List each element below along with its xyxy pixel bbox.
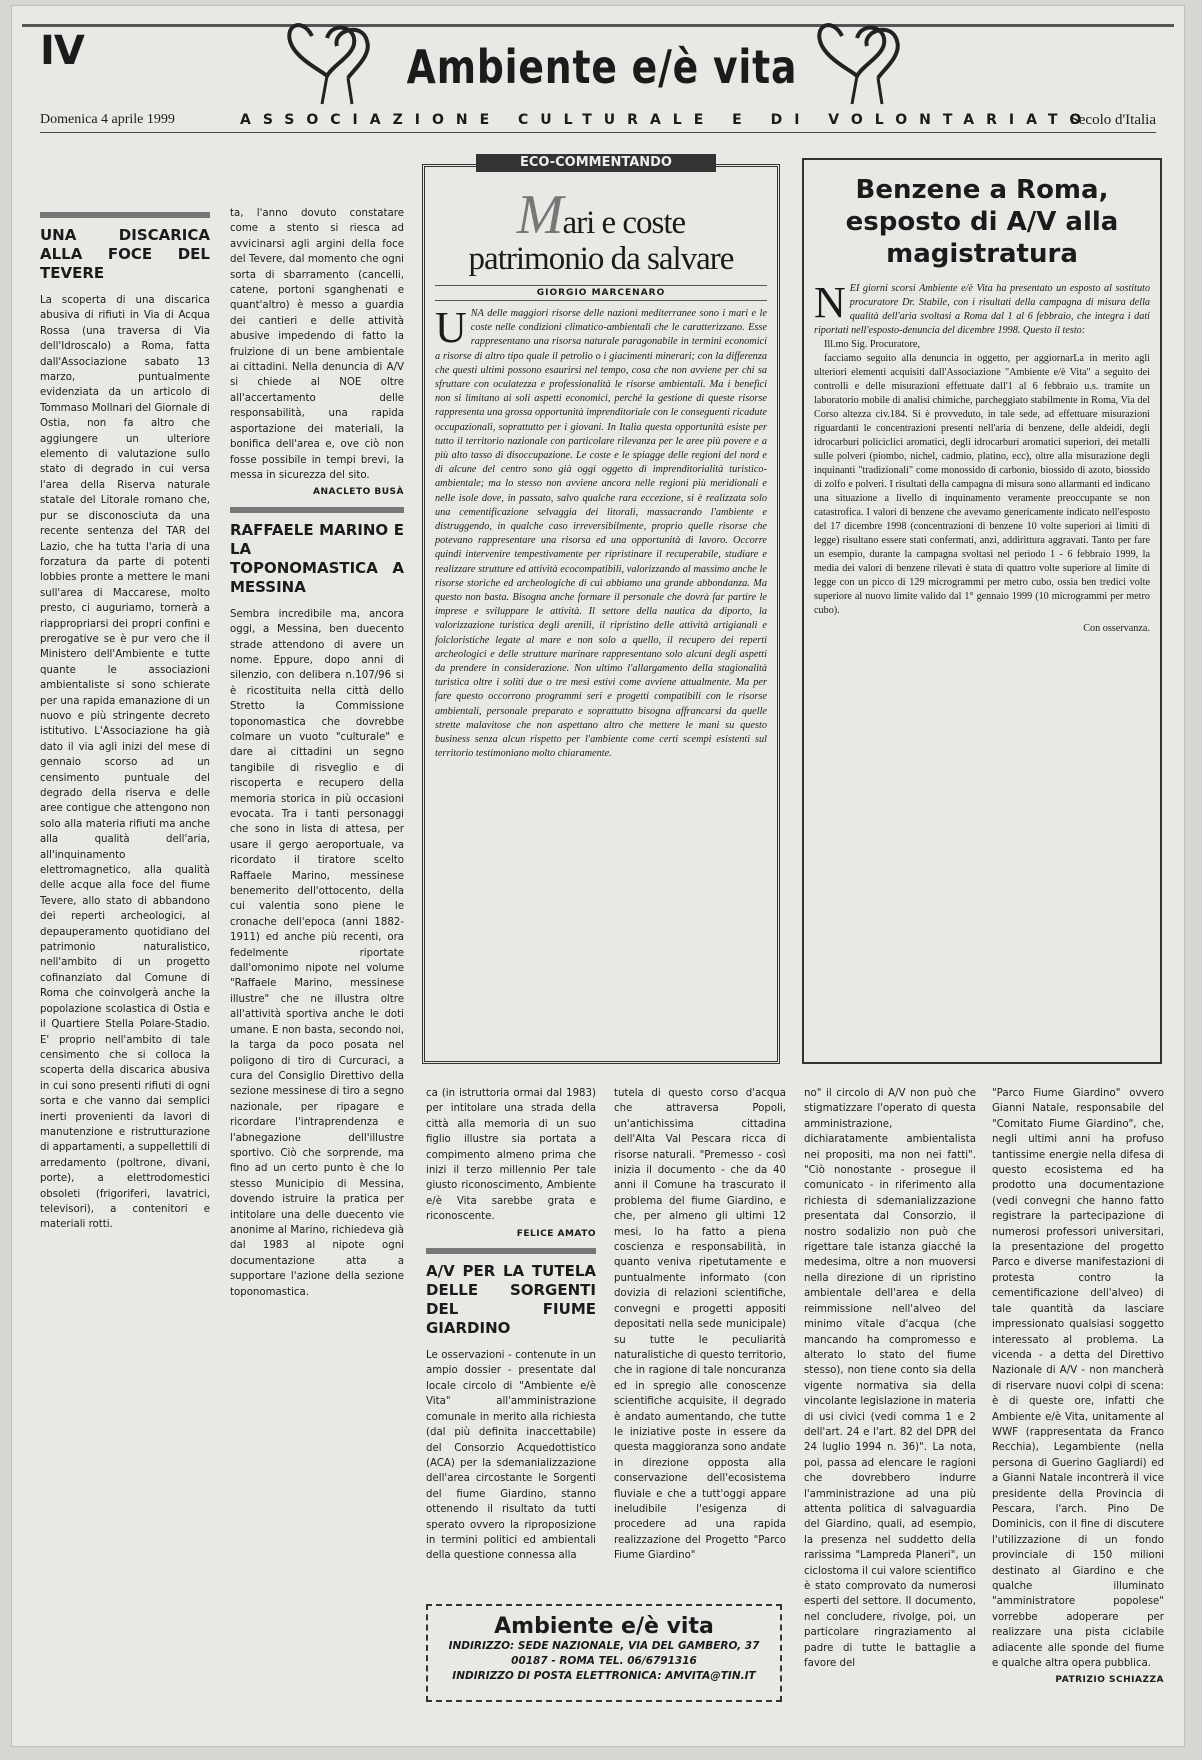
article-body-continued: ca (in istruttoria ormai dal 1983) per intitolare una strada della città alla memoria di un suo figlio illustre sia portata a compimento almeno prima che inizi il terzo millennio Per tale giusto riconoscimento, Ambiente e/è Vita sarebbe grata e riconoscente. xyxy=(426,1088,596,1223)
drop-cap: U xyxy=(435,303,467,352)
section-label: ECO-COMMENTANDO xyxy=(476,154,716,172)
section-bar xyxy=(40,212,210,218)
editorial-box xyxy=(422,164,780,1064)
ad-address: INDIRIZZO: SEDE NAZIONALE, VIA DEL GAMBERO, 37 xyxy=(448,1640,760,1652)
section-bar xyxy=(426,1248,596,1254)
title-line1: ari e coste xyxy=(562,205,686,241)
column-giardino-3 xyxy=(804,1086,976,1746)
newspaper-page xyxy=(12,6,1184,1746)
title-line2: patrimonio da salvare xyxy=(468,241,734,277)
benzene-text: facciamo seguito alla denuncia in oggetto, per aggiornarLa in merito agli ulteriori elementi acquisiti dall'Associazione "Ambiente e/è Vita" a seguito dei controlli e delle misurazioni effettuate dall'1 al 6 febbraio u.s. tramite un laboratorio mobile di analisi chimiche, parcheggiato stabilmente in Roma, Via del Corso altezza civ.184. Si è provveduto, in tale sede, ad effettuare misurazioni riguardanti le concentrazioni presenti nell'aria di benzene, delle aldeidi, degli idrocarburi policiclici aromatici, degli idrocarburi aromatici superiori, dei metalli sulle polveri (piombo, nichel, cadmio, platino, ecc), oltre alla misurazione degli inquinanti "tradizionali" come monossido di carbonio, biossido di azoto, biossido di zolfo e polveri. I risultati della campagna di misura sono allarmanti ed indicano una situazione a livello di inquinamento veramente preoccupante se non catastrofica. I valori di benzene che avevamo genericamente indicato nell'esposto del 17 dicembre 1998 (concentrazioni di benzene 10 volte superiori ai limiti di legge) risultano essere stati confermati, anzi, addirittura aggravati. Tanto per fare un esempio, durante la campagna svoltasi nel periodo 1 - 6 febbraio 1999, la media dei valori di benzene rilevati è stata di quattro volte superiore al limite di legge con un picco di 129 microgrammi per metro cubo, ossia ben tredici volte superiore al nuovo limite valido dal 1° gennaio 1999 (10 microgrammi per metro cubo). xyxy=(814,353,1150,616)
article-heading: UNA DISCARICA ALLA FOCE DEL TEVERE xyxy=(40,226,210,282)
editorial-author: GIORGIO MARCENARO xyxy=(435,285,767,301)
drop-cap: N xyxy=(814,278,846,327)
masthead-rule xyxy=(40,132,1156,133)
article-body: Sembra incredibile ma, ancora oggi, a Messina, ben duecento strade attendono di avere un nome. Eppure, dopo anni di silenzio, con delibera n.107/96 si è ricostituita nella città dello Stretto la Commissione toponomastica che dovrebbe colmare un vuoto "culturale" e dare ai cittadini un segno tangibile di risveglio e di riscoperta e recupero della memoria storica in più occasioni evocata. Tra i tanti personaggi che sono in lista di attesa, per usare il gergo aeroportuale, va ricordato il tiratore scelto Raffaele Marino, messinese benemerito dell'ottocento, della cui valentia sono piene le cronache dell'epoca (anni 1882-1911) ed anche più recenti, ora fedelmente riportate dall'omonimo nipote nel volume "Raffaele Marino, messinese illustre" che ne illustra oltre all'attività sportiva anche le doti umane. E non basta, secondo noi, la targa da poco posata nel poligono di tiro di Curcuraci, a cura del Consiglio Direttivo della sezione messinese di tiro a segno nazionale, per ripagare e ricordare l'intraprendenza e l'abnegazione dell'illustre sportivo. Ciò che sorprende, ma fino ad un certo punto è che lo stesso Municipio di Messina, dovendo istruire la pratica per intitolare una delle duecento vie anonime al Marino, richiedeva già dal 1983 al nipote ogni documentazione atta a supportare l'azione della sezione toponomastica. xyxy=(230,608,404,1298)
section-bar xyxy=(230,507,404,513)
column-marino xyxy=(230,206,404,1706)
article-byline: PATRIZIO SCHIAZZA xyxy=(1055,1675,1164,1686)
article-byline: FELICE AMATO xyxy=(516,1228,596,1239)
benzene-box xyxy=(802,158,1162,1064)
article-body: La scoperta di una discarica abusiva di rifiuti in Via di Acqua Rossa (una traversa di Via dell'Idroscalo) a Roma, fatta dall'Associazione sabato 13 marzo, puntualmente evidenziata da un articolo di Tommaso Mollnari del Giornale di Ostia, non fa altro che aggiungere un ulteriore elemento di valutazione sullo stato di degrado in cui versa l'area della Riserva naturale statale del Litorale romano che, pur se disconosciuta da una recente sentenza del TAR del Lazio, che ha tutta l'aria di una forzatura da parte di potenti lobbies pronte a mettere le mani sull'area di Maccarese, molto presto, ci auguriamo, tornerà a riappropriarsi dei propri confini e prerogative se è pur vero che il Ministero dell'Ambiente e tutte quante le associazioni ambientaliste si sono schierate per una rapida emanazione di un nuovo e più stringente decreto istitutivo. L'Associazione ha già dato il via agli inizi del mese di gennaio scorso ad un censimento puntuale del degrado della riserva e delle aree contigue che attengono non solo alla materia rifiuti ma anche alla qualità dell'aria, all'inquinamento elettromagnetico, alla qualità delle acque alla foce del fiume Tevere, allo stato di abbandono dei reperti archeologici, al depauperamento quotidiano del patrimonio naturalistico, nell'ambito di un progetto cofinanziato dal Comune di Roma che coinvolgerà anche la popolazione scolastica di Ostia e il Quartiere Stella Polare-Stadio. E' proprio nell'ambito di tale censimento che si colloca la scoperta della discarica abusiva in cui sono presenti rifiuti di ogni sorta e che vanno dai semplici inerti provenienti da lavori di manutenzione e ristrutturazione di appartamenti, a suppellettili di arredamento (poltrone, divani, porte), a elettrodomestici obsoleti (frigoriferi, lavatrici, televisori), a contenitori e materiali rotti. xyxy=(40,295,210,1231)
column-giardino-2 xyxy=(614,1086,786,1586)
article-byline: ANACLETO BUSÀ xyxy=(313,487,404,498)
benzene-salutation: Ill.mo Sig. Procuratore, xyxy=(824,339,920,350)
article-heading: A/V PER LA TUTELA DELLE SORGENTI DEL FIUME GIARDINO xyxy=(426,1262,596,1338)
column-discarica xyxy=(40,212,210,1712)
benzene-closing: Con osservanza. xyxy=(1083,623,1150,634)
ad-title: Ambiente e/è vita xyxy=(494,1614,714,1639)
top-rule xyxy=(22,24,1174,27)
article-body-continued: no" il circolo di A/V non può che stigmatizzare l'operato di questa amministrazione, dichiaratamente ambientalista nei propositi, ma non nei fatti". "Ciò nonostante - prosegue il comunicato - in riferimento alla richiesta di sdemanializzazione presentata dal Consorzio, il nostro sodalizio non può che rigettare tale istanza giacché la medesima, oltre a non muoversi nella direzione di un ripristino ambientale dell'area e della reimmissione nell'alveo del minimo vitale d'acqua (che mancando ha compromesso e alterato lo stato del fiume stesso), non tiene conto sia della vigente normativa sia della vincolante legislazione in materia di usi civici (vedi comma 1 e 2 dell'art. 24 e l'art. 82 del DPR del 24 luglio 1994 n. 36)". La nota, poi, passa ad elencare le ragioni che dovrebbero indurre l'amministrazione ad una più attenta politica di salvaguardia del Giardino, quali, ad esempio, la presenza nel suddetto della rarissima "Lampreda Planeri", un ciclostoma il cui valore scientifico è stato comprovato da numerosi esperti del settore. Il documento, nel concludere, rivolge, poi, un particolare ringraziamento al padre di tutte le battaglie a favore del xyxy=(804,1088,976,1670)
column-giardino-4 xyxy=(992,1086,1164,1746)
column-giardino xyxy=(426,1086,596,1586)
title-initial: M xyxy=(516,184,563,246)
article-body-continued: "Parco Fiume Giardino" ovvero Gianni Natale, responsabile del "Comitato Fiume Giardino", che, negli ultimi anni ha profuso tantissime energie nella difesa di questo ecosistema ed ha prodotto una documentazione (vedi convegni che hanno fatto registrare la partecipazione di numerosi professori universitari, la presentazione del progetto Parco e diverse manifestazioni di protesta contro la cementificazione dell'alveo) di tale quantità da lasciare impressionato qualsiasi soggetto interessato al problema. La vicenda - a detta del Direttivo Nazionale di A/V - non mancherà di riservare nuovi colpi di scena: è di queste ore, infatti che Ambiente e/è Vita, unitamente al WWF (rappresentata da Franco Recchia), Legambiente (nella persona di Guerino Gagliardi) ed a Gianni Natale incontrerà il vice presidente della Provincia di Pescara, l'arch. Pino De Dominicis, con il fine di discutere l'utilizzazione di un fondo provinciale di 150 milioni destinato al Giardino e che qualche illuminato "amministratore popolese" vorrebbe adoperare per realizzare una pista ciclabile adiacente alle sponde del fiume e qualche altra opera pubblica. xyxy=(992,1088,1164,1670)
editorial-body xyxy=(435,303,767,762)
newspaper-name: Secolo d'Italia xyxy=(1070,112,1156,128)
ad-phone: 00187 - ROMA TEL. 06/6791316 xyxy=(511,1655,697,1667)
contact-ad-box xyxy=(426,1604,782,1702)
masthead-subbar xyxy=(40,110,1156,132)
article-body-continued: tutela di questo corso d'acqua che attraversa Popoli, un'antichissima cittadina dell'Alta Val Pescara ricca di risorse naturali. "Premesso - così inizia il documento - che da 40 anni il Comune ha trascurato il problema del fiume Giardino, e che, per almeno gli ultimi 12 mesi, lo ha fatto a piena coscienza e responsabilità, in quanto veniva ripetutamente e puntualmente informato (con dovizia di relazioni scientifiche, convegni e progetti appositi depositati nella sede municipale) su tutte le peculiarità naturalistiche di questo territorio, che in ragione di tale noncuranza ed in spregio alle conoscenze scientifiche acquisite, il degrado è andato aumentando, che tutte le iniziative poste in essere da questa maggioranza sono andate in direzione opposta alla conservazione dell'ecosistema fluviale e che a tutt'oggi appare ineludibile l'esigenza di procedere ad una rapida realizzazione del Progetto "Parco Fiume Giardino" xyxy=(614,1088,786,1562)
editorial-text: NA delle maggiori risorse delle nazioni mediterranee sono i mari e le coste nelle condizioni climatico-ambientali che le caratterizzano. Esse rappresentano una risorsa naturale paragonabile in termini economici a risorse di altro tipo quale il petrolio o i giacimenti minerari; con la differenza che questi ultimi possono esaurirsi nel tempo, cosa che non avviene per chi sa sfruttare con oculatezza e professionalità le risorse ambientali. Ma i benefici non si limitano ai soli aspetti economici, perché la gestione di queste risorse rappresenta una grossa opportunità imprenditoriale con le conseguenti ricadute occupazionali, soprattutto per i giovani. In Italia questa opportunità esiste per tutto il territorio nazionale con particolare rilevanza per le aree più povere e a più alto tasso di disoccupazione. Le coste e le spiagge delle regioni del nord e di alcune del centro sono già oggi oggetto di imprenditorialità turistico-ambientale; ma lo stesso non avviene ancora nelle regioni più meridionali e nelle isole dove, in passato, salvo qualche rara eccezione, si è realizzata solo una cementificazione selvaggia dei litorali, massacrando l'ambiente e distruggendo, in qualche caso irreversibilmente, proprio quelle risorse che potevano rappresentare una risorsa ed una opportunità di lavoro. Occorre quindi intervenire tempestivamente per ripristinare il recuperabile, studiare e realizzare strutture ed attività ecocompatibili, valorizzando al massimo anche le risorse storiche ed archeologiche di cui abbiamo una grande abbondanza. Ma questo non basta. Bisogna anche formare il personale che dovrà far partire le imprese e sviluppare le attività. Il settore della nautica da diporto, la valorizzazione turistica degli arenili, il ripristino delle attività artigianali e folcloristiche legate al mare e non solo a quello, il recupero dei reperti archeologici e delle strutture marinare rappresentano solo alcuni degli aspetti da prendere in considerazione. Non ultimo l'allargamento della stagionalità turistica oltre i soliti due o tre mesi estivi come avviene attualmente. Ma per fare questo occorrono programmi seri e progetti compatibili con le risorse ambientali, personale preparato e soprattutto bisogna affrancarsi da quelle strette malavitose che non aspettano altro che mettere le mani su questo business senza alcun rispetto per l'ambiente come certi scempi esistenti sul territorio testimoniano molto chiaramente. xyxy=(435,308,767,760)
benzene-title: Benzene a Roma, esposto di A/V alla magistratura xyxy=(845,175,1119,269)
article-heading: RAFFAELE MARINO E LA TOPONOMASTICA A MESSINA xyxy=(230,520,404,596)
article-body-continued: ta, l'anno dovuto constatare come a stento si riesca ad avvicinarsi agli argini della foce del Tevere, dal momento che ogni sorta di sbarramento (cancelli, catene, portoni sganghenati e quant'altro) è messo a guardia dei cantieri e delle attività abusive impedendo di fatto la fruizione di un bene ambientale ai cittadini. Nella denuncia di A/V si chiede al NOE oltre all'accertamento delle responsabilità, una rapida asportazione dei materiali, la bonifica dell'area e, ove ciò non fosse possibile in tempi brevi, la messa in sicurezza del sito. xyxy=(230,208,404,481)
issue-date: Domenica 4 aprile 1999 xyxy=(40,112,175,127)
article-body: Le osservazioni - contenute in un ampio dossier - presentate dal locale circolo di "Ambiente e/è Vita" all'amministrazione comunale in merito alla richiesta (dal più definita inaccettabile) del Consorzio Acquedottistico (ACA) per la sdemanializzazione dell'area circostante le Sorgenti del fiume Giardino, stanno ottenendo il risultato da tutti sperato ovvero la riproposizione in termini politici ed ambientali della questione connessa alla xyxy=(426,1350,596,1562)
benzene-body xyxy=(814,278,1150,636)
ad-email: INDIRIZZO DI POSTA ELETTRONICA: AMVITA@TIN.IT xyxy=(452,1670,756,1682)
association-tagline: ASSOCIAZIONE CULTURALE E DI VOLONTARIATO xyxy=(240,112,1094,128)
masthead-title: Ambiente e/è vita xyxy=(406,40,798,94)
benzene-intro: EI giorni scorsi Ambiente e/è Vita ha presentato un esposto al sostituto procuratore Dr. Stabile, con i risultati della campagna di misura della qualità dell'aria svoltasi a Roma dal 1 al 6 febbraio, che integra i dati riportati nell'esposto-denuncia del dicembre 1998. Questo il testo: xyxy=(814,283,1150,336)
editorial-title xyxy=(435,184,767,277)
page-number: IV xyxy=(40,28,84,74)
